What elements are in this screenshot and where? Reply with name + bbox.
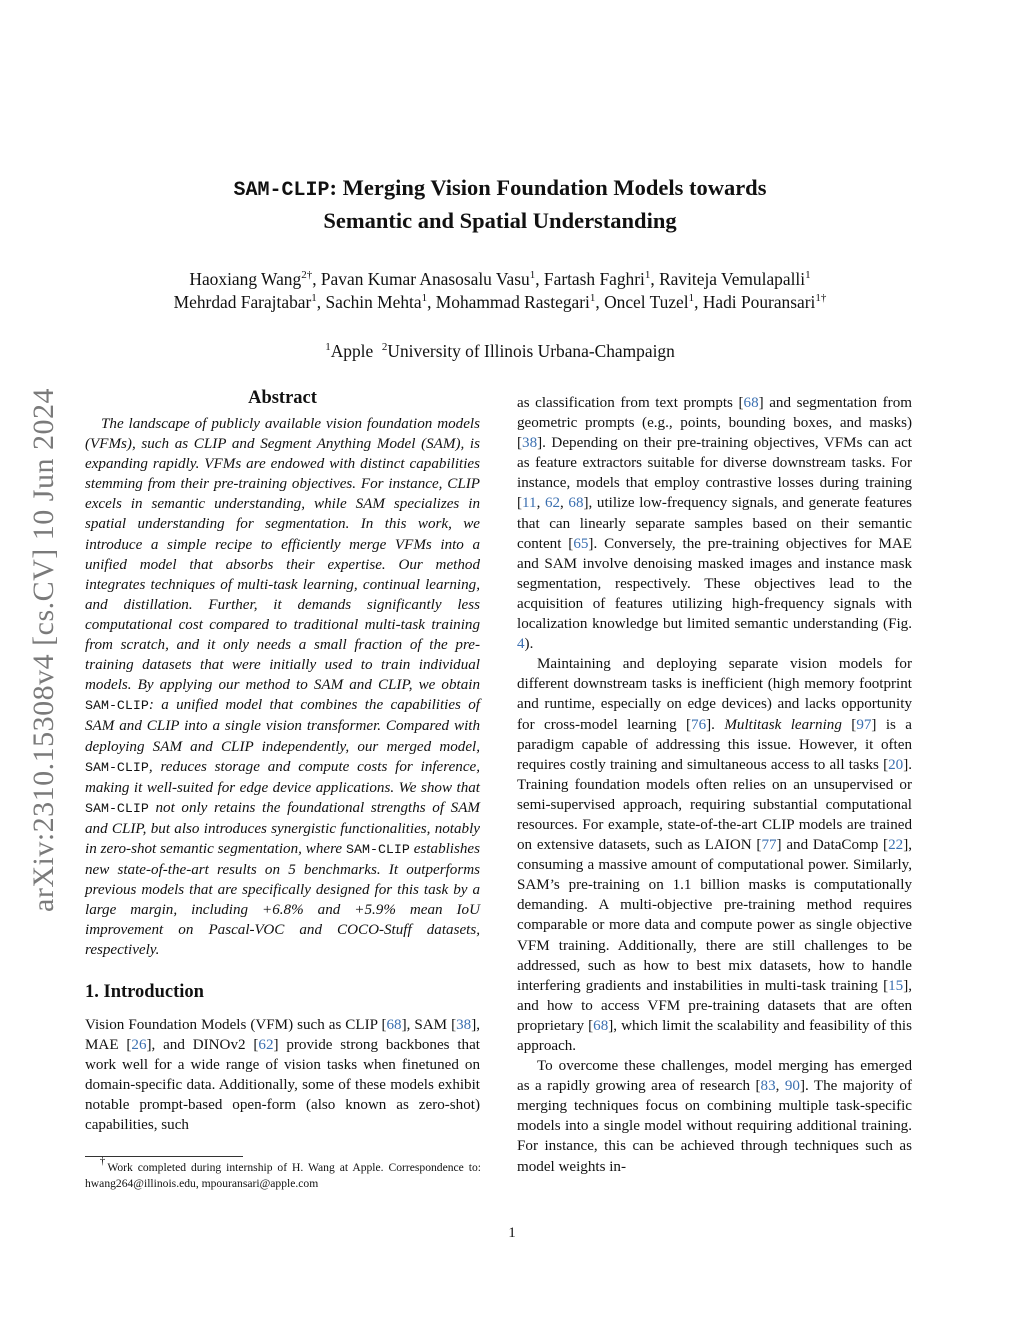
- author-name: Pavan Kumar Anasosalu Vasu: [320, 269, 530, 289]
- citation-link[interactable]: 38: [456, 1016, 472, 1033]
- author-affil-mark: 1†: [815, 292, 827, 304]
- body-paragraph: [517, 393, 912, 654]
- author-affil-mark: 1: [311, 292, 317, 304]
- author-line-2: [90, 291, 910, 314]
- footnote-mark: †: [99, 1155, 108, 1167]
- footnote: [85, 1155, 481, 1192]
- arxiv-stamp: [22, 360, 66, 940]
- affiliation-apple: Apple: [330, 341, 374, 361]
- method-name: SAM-CLIP: [85, 800, 149, 816]
- abstract-part: The landscape of publicly available vision foundation models (VFMs), such as CLIP and Segment Anything Model (SAM), is expanding rapidly. VFMs are endowed with distinct capabilities stemming from their pre-training objectives. For instance, CLIP excels in semantic understanding, while SAM specializes in spatial understanding for segmentation. In this work, we introduce a simple recipe to efficiently merge VFMs into a unified model that absorbs their expertise. Our method integrates techniques of multi-task learning, continual learning, and distillation. Further, it demands significantly less computational cost compared to traditional multi-task training from scratch, and it only needs a small fraction of the pre-training datasets that were initially used to train individual models. By applying our method to SAM and CLIP, we obtain: [85, 416, 480, 694]
- emphasis-text: Multitask learning: [724, 716, 842, 733]
- text-run: ).: [524, 636, 534, 653]
- citation-link[interactable]: 77: [761, 837, 777, 854]
- text-run: [: [841, 716, 857, 733]
- text-run: Maintaining and deploying separate vision models for different downstream tasks is inefficient (high memory footprint and runtime, especially on edge devices) and lacks opportunity for cross-model learning [: [517, 656, 912, 733]
- text-run: ], MAE [: [85, 1016, 480, 1053]
- author-name: Raviteja Vemulapalli: [659, 269, 806, 289]
- citation-link[interactable]: 65: [573, 535, 589, 552]
- citation-link[interactable]: 62: [544, 495, 561, 512]
- text-run: ] is a paradigm capable of addressing this issue. However, it often requires costly training and simultaneous access to all tasks [: [517, 716, 912, 773]
- body-paragraph: [517, 654, 912, 1056]
- citation-link[interactable]: 76: [691, 716, 707, 733]
- author-separator: ,: [312, 269, 321, 289]
- author-name: Oncel Tuzel: [604, 292, 689, 312]
- text-run: ] provide strong backbones that work well for a wide range of vision tasks when finetuned on domain-specific data. Additionally, some of these models exhibit notable prompt-based open-form (also known as zero-shot) capabilities, such: [85, 1036, 480, 1133]
- citation-link[interactable]: 62: [258, 1036, 274, 1053]
- left-column: [85, 388, 480, 1135]
- title-method-name: SAM-CLIP: [233, 179, 330, 202]
- author-name: Mohammad Rastegari: [435, 292, 590, 312]
- affil-mark: 1: [325, 341, 331, 353]
- author-affil-mark: 1: [644, 269, 651, 281]
- author-separator: ,: [595, 292, 605, 312]
- citation-link[interactable]: 68: [568, 495, 584, 512]
- author-line-1: [90, 268, 910, 291]
- author-separator: ,: [427, 292, 436, 312]
- author-name: Mehrdad Farajtabar: [173, 292, 312, 312]
- text-run: ,: [536, 495, 545, 512]
- citation-link[interactable]: 20: [888, 756, 904, 773]
- affiliations: [150, 341, 850, 362]
- text-run: ]. The majority of merging techniques focus on combining multiple task-specific models into a single model without requiring additional training. For instance, this can be achieved through techniques such as model weights in-: [517, 1078, 913, 1175]
- author-separator: ,: [694, 292, 703, 312]
- method-name: SAM-CLIP: [346, 841, 410, 857]
- figure-link[interactable]: 4: [517, 636, 525, 653]
- text-run: ], consuming a massive amount of computational power. Similarly, SAM’s pre-training on 1.1 billion masks is computationally demanding. A multi-objective pre-training method requires comparable or more data and compute power as single objective VFM training. Additionally, there are still challenges to be addressed, such as how to best mix datasets, how to handle interfering gradients and instabilities in multi-task training [: [517, 837, 912, 994]
- paper-title: [150, 173, 850, 236]
- footnote-rule: [85, 1156, 243, 1157]
- text-run: ], SAM [: [401, 1016, 457, 1033]
- arxiv-stamp-text: arXiv:2310.15308v4 [cs.CV] 10 Jun 2024: [27, 388, 60, 912]
- text-run: ,: [775, 1078, 785, 1095]
- right-column: [517, 393, 912, 1177]
- body-paragraph: [517, 1056, 912, 1177]
- citation-link[interactable]: 38: [522, 435, 538, 452]
- section-heading-introduction: 1. Introduction: [85, 981, 204, 1002]
- text-run: as classification from text prompts [: [517, 395, 744, 411]
- author-separator: ,: [316, 292, 326, 312]
- citation-link[interactable]: 68: [593, 1017, 609, 1034]
- text-run: To overcome these challenges, model merging has emerged as a rapidly growing area of research [: [517, 1058, 912, 1095]
- author-name: Sachin Mehta: [325, 292, 422, 312]
- text-run: Vision Foundation Models (VFM) such as CLIP [: [85, 1016, 387, 1033]
- citation-link[interactable]: 68: [386, 1016, 402, 1033]
- citation-link[interactable]: 97: [856, 716, 872, 733]
- text-run: ,: [560, 495, 569, 512]
- text-run: ].: [706, 716, 725, 733]
- author-name: Hadi Pouransari: [702, 292, 816, 312]
- text-run: ] and segmentation from geometric prompts (e.g., points, bounding boxes, and masks) [: [517, 395, 912, 452]
- abstract-part: , reduces storage and compute costs for inference, making it well-suited for edge device applications. We show that: [85, 758, 480, 796]
- method-name: SAM-CLIP: [85, 698, 149, 714]
- author-name: Fartash Faghri: [543, 269, 645, 289]
- author-affil-mark: 1: [529, 269, 536, 281]
- affil-mark: 2: [381, 341, 388, 353]
- author-affil-mark: 1: [589, 292, 596, 304]
- author-list: [90, 268, 910, 314]
- abstract-text: [85, 414, 480, 961]
- abstract-part: not only retains the foundational strengths of SAM and CLIP, but also introduces synergistic functionalities, notably in zero-shot semantic segmentation, where: [85, 799, 480, 857]
- citation-link[interactable]: 11: [522, 495, 537, 512]
- text-run: ], utilize low-frequency signals, and generate features that can linearly separate samples based on their semantic content [: [517, 495, 912, 552]
- text-run: ]. Depending on their pre-training objectives, VFMs can act as feature extractors suitable for diverse downstream tasks. For instance, models that employ contrastive losses during training [: [517, 435, 912, 512]
- citation-link[interactable]: 83: [760, 1078, 776, 1095]
- citation-link[interactable]: 15: [888, 977, 904, 994]
- text-run: ], and how to access VFM pre-training datasets that are often proprietary [: [517, 977, 912, 1034]
- footnote-text: Work completed during internship of H. Wang at Apple. Correspondence to: hwang264@illinois.edu, mpouransari@apple.com: [85, 1161, 481, 1190]
- title-line2: Semantic and Spatial Understanding: [323, 208, 677, 233]
- author-affil-mark: 1: [805, 269, 811, 281]
- author-name: Haoxiang Wang: [189, 269, 302, 289]
- method-name: SAM-CLIP: [85, 759, 149, 775]
- text-run: ]. Training foundation models often relies on an unsupervised or semi-supervised approach, requiring substantial computational resources. For example, state-of-the-art CLIP models are trained on extensive datasets, such as LAION [: [517, 756, 912, 854]
- text-run: ] and DataComp [: [776, 837, 889, 854]
- title-line1: : Merging Vision Foundation Models towards: [329, 175, 767, 200]
- author-affil-mark: 1: [421, 292, 428, 304]
- text-run: ], and DINOv2 [: [146, 1036, 259, 1053]
- author-separator: ,: [650, 269, 660, 289]
- page-number: 1: [508, 1225, 516, 1241]
- intro-paragraph: [85, 1015, 480, 1136]
- abstract-part: establishes new state-of-the-art results on 5 benchmarks. It outperforms previous models that are specifically designed for this task by a large margin, including +6.8% and +5.9% mean IoU improvement on Pascal-VOC and COCO-Stuff datasets, respectively.: [85, 840, 480, 959]
- author-affil-mark: 1: [688, 292, 695, 304]
- citation-link[interactable]: 68: [743, 395, 759, 411]
- text-run: ], which limit the scalability and feasibility of this approach.: [517, 1017, 912, 1054]
- abstract-heading: Abstract: [248, 388, 317, 408]
- citation-link[interactable]: 26: [131, 1036, 147, 1053]
- author-separator: ,: [535, 269, 544, 289]
- citation-link[interactable]: 22: [888, 837, 904, 854]
- abstract-part: : a unified model that combines the capabilities of SAM and CLIP into a single vision transformer. Compared with deploying SAM and CLIP independently, our merged model,: [85, 697, 480, 755]
- citation-link[interactable]: 90: [784, 1078, 800, 1095]
- text-run: ]. Conversely, the pre-training objectives for MAE and SAM involve denoising masked images and instance mask segmentation, respectively. These objectives lead to the acquisition of features utilizing high-frequency signals with localization knowledge but limited semantic understanding (Fig.: [517, 535, 912, 633]
- author-affil-mark: 2†: [301, 269, 313, 281]
- affiliation-uiuc: University of Illinois Urbana-Champaign: [387, 341, 675, 361]
